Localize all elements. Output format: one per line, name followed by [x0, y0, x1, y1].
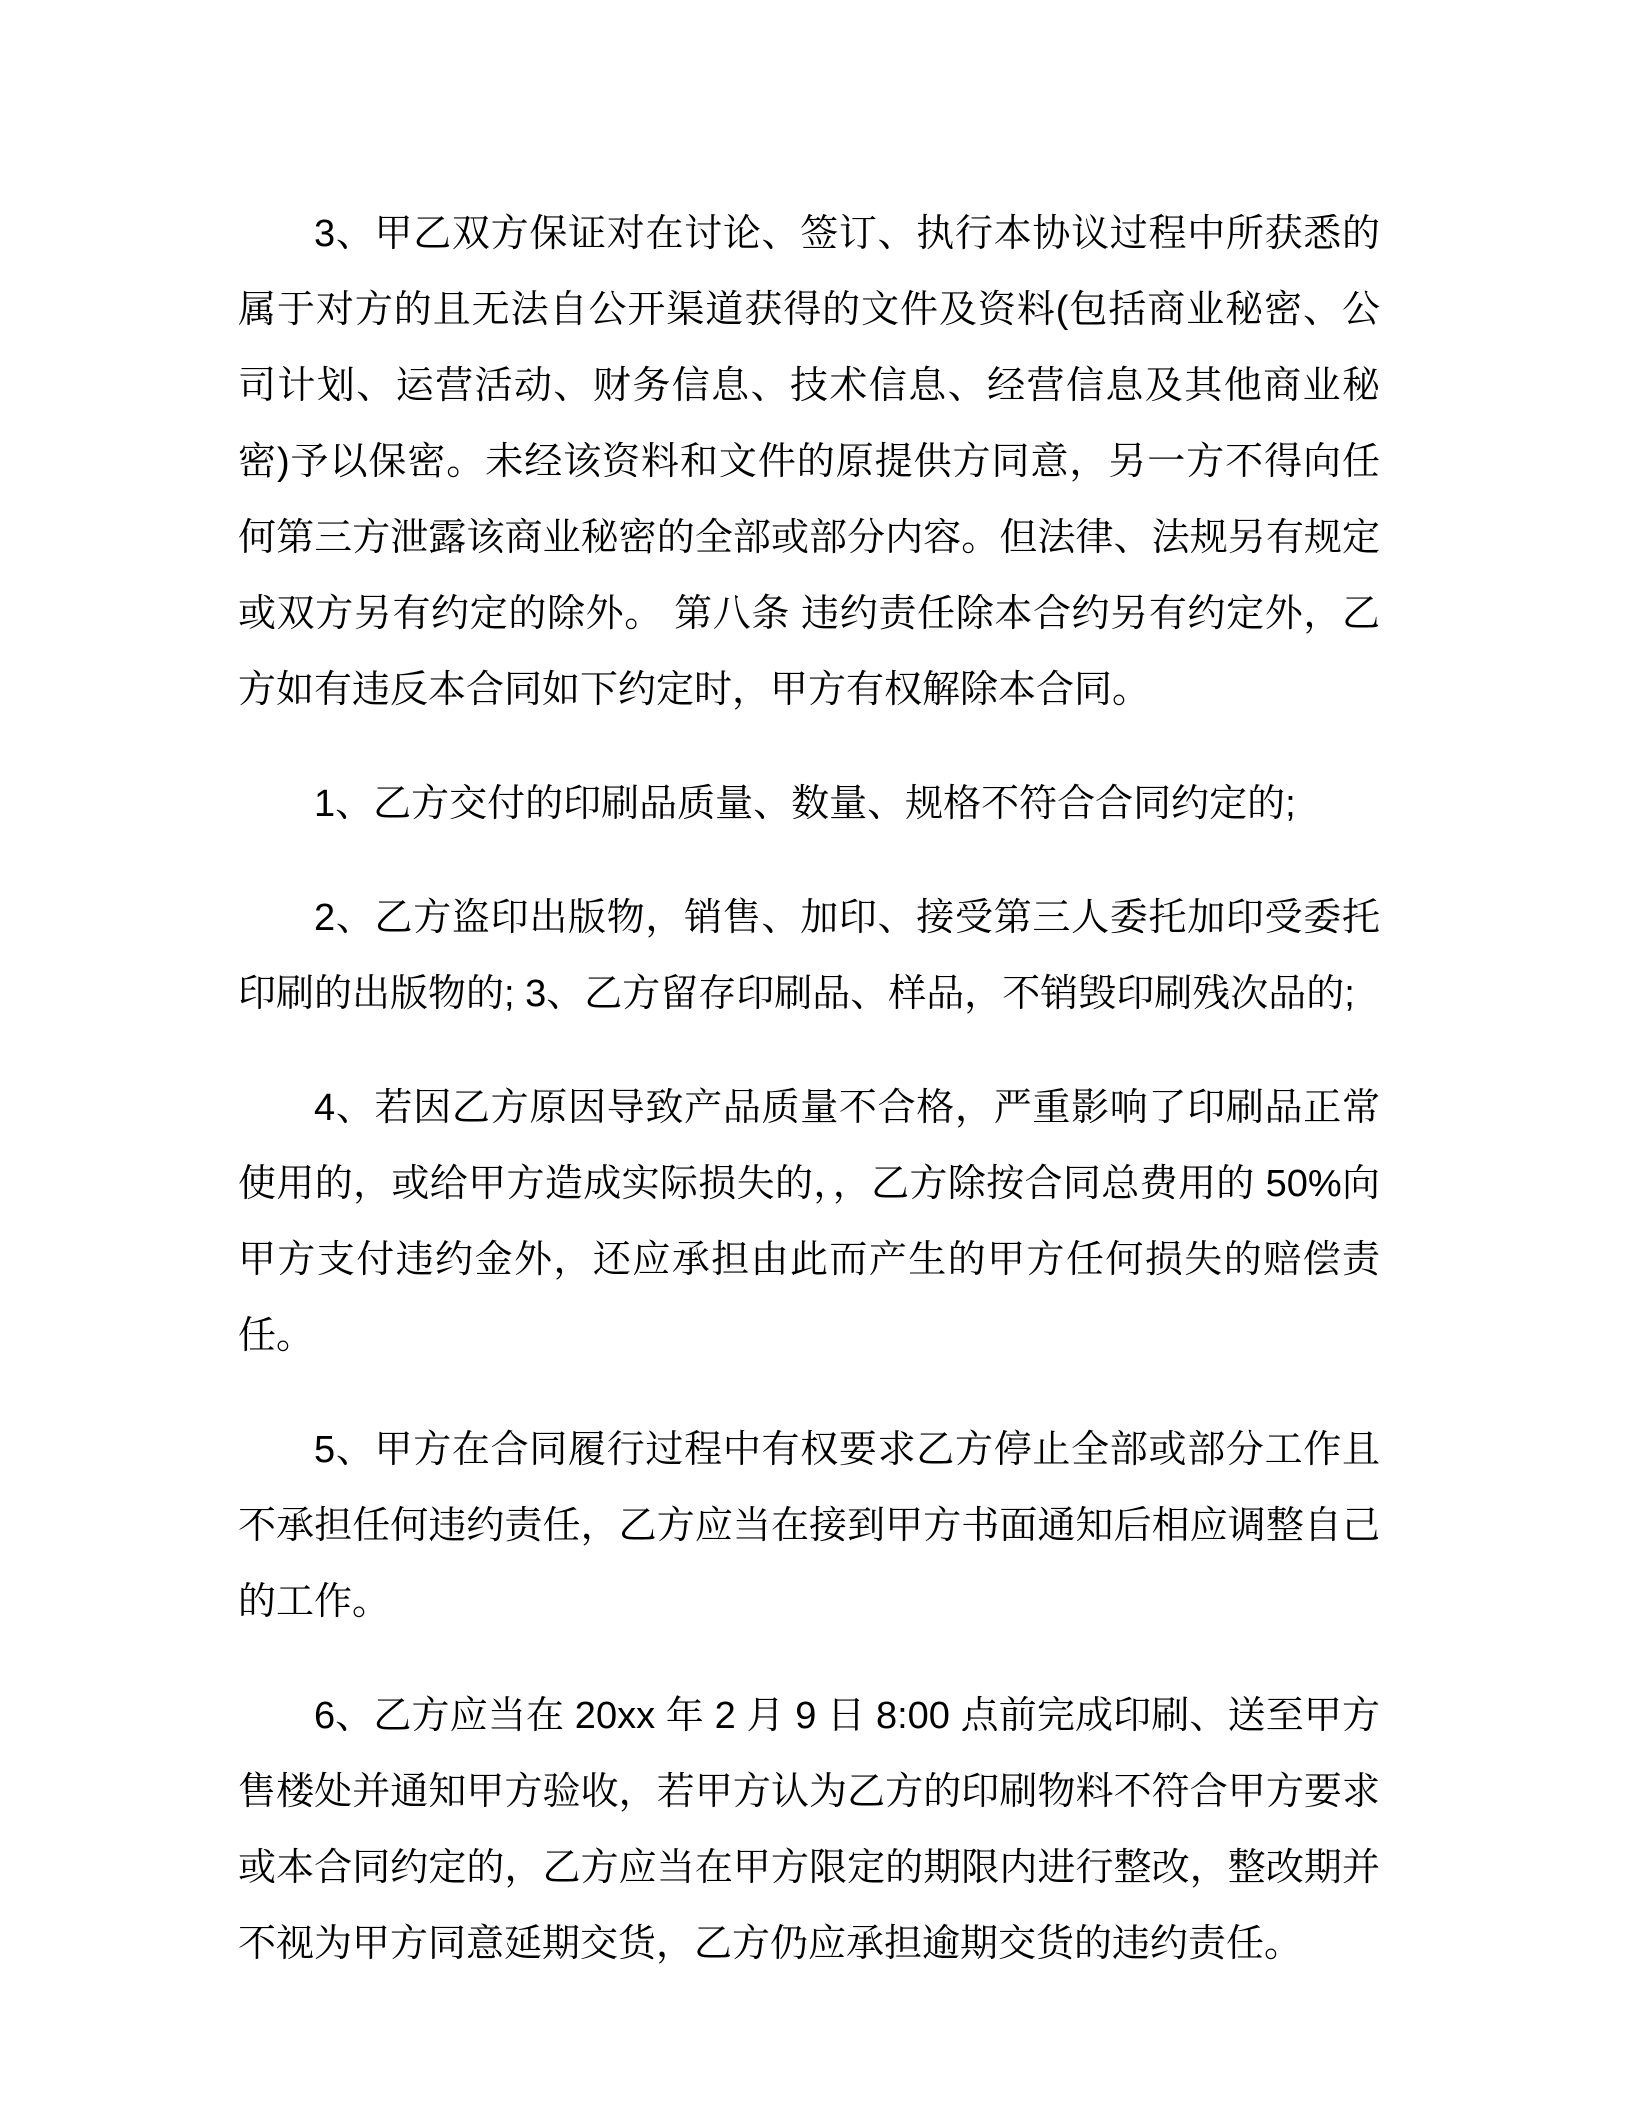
paragraph-clause-4: 4、若因乙方原因导致产品质量不合格，严重影响了印刷品正常使用的，或给甲方造成实际损失的，，乙方除按合同总费用的 50%向甲方支付违约金外，还应承担由此而产生的甲方任何损失的赔偿责任。 [238, 1087, 1380, 1357]
paragraph-clause-6: 6、乙方应当在 20xx 年 2 月 9 日 8:00 点前完成印刷、送至甲方售楼处并通知甲方验收，若甲方认为乙方的印刷物料不符合甲方要求或本合同约定的，乙方应当在甲方限定的期限内进行整改，整改期并不视为甲方同意延期交货，乙方仍应承担逾期交货的违约责任。 [238, 1695, 1380, 1965]
paragraph-clause-1: 1、乙方交付的印刷品质量、数量、规格不符合合同约定的; [314, 783, 1296, 825]
paragraph-clause-5: 5、甲方在合同履行过程中有权要求乙方停止全部或部分工作且不承担任何违约责任，乙方应当在接到甲方书面通知后相应调整自己的工作。 [238, 1429, 1380, 1623]
paragraph-clause-2-3: 2、乙方盗印出版物，销售、加印、接受第三人委托加印受委托印刷的出版物的; 3、乙方留存印刷品、样品，不销毁印刷残次品的; [238, 897, 1380, 1015]
paragraph-confidentiality: 3、甲乙双方保证对在讨论、签订、执行本协议过程中所获悉的属于对方的且无法自公开渠道获得的文件及资料(包括商业秘密、公司计划、运营活动、财务信息、技术信息、经营信息及其他商业秘密)予以保密。未经该资料和文件的原提供方同意，另一方不得向任何第三方泄露该商业秘密的全部或部分内容。但法律、法规另有规定或双方另有约定的除外。 第八条 违约责任除本合约另有约定外，乙方如有违反本合同如下约定时，甲方有权解除本合同。 [238, 213, 1380, 711]
document-body [238, 196, 1380, 1982]
